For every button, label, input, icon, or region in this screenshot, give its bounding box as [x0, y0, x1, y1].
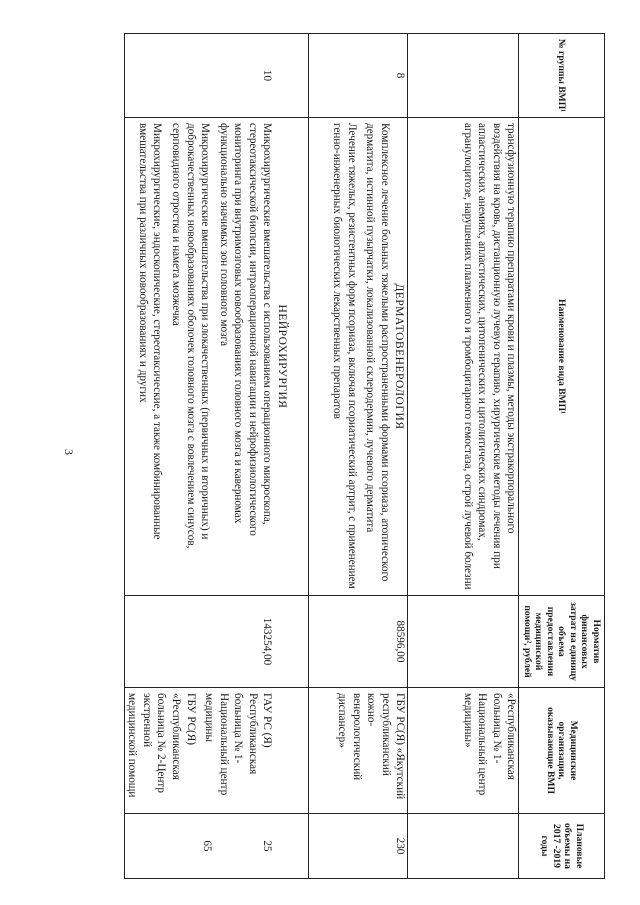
- section-title-dermatovenereology: ДЕРМАТОВЕНЕРОЛОГИЯ: [393, 283, 406, 430]
- vmp-table: [124, 33, 605, 879]
- org-name: ГБУ РС(Я) «Республиканская больница № 2-Центр экстренной медицинской помощи: [126, 693, 197, 798]
- type-name-text: Микрохирургические вмешательства с использованием операционного микроскопа, стереотаксической биопсии, интраоперационной навигации и нейрофизиологического мониторинга при внутримозговых новообразованиях головного мозга и каверномах функционально значимых зон головного мозга: [217, 123, 274, 536]
- volume-cell: 230: [309, 814, 408, 879]
- norm-cell: 88596,00: [309, 596, 408, 688]
- type-name-text: Микрохирургические вмешательства при злокачественных (первичных и вторичных) и доброкачественных новообразованиях оболочек головного мозга с вовлечением синусов, серповидного отростка и намета мозжечка: [169, 123, 212, 549]
- org-cell: ГБУ РС(Я) «Якутский республиканский кожно-венерологический диспансер»: [309, 688, 408, 814]
- type-name-text: Лечение тяжелых, резистентных форм псориаза, включая псориатический артрит, с применением генно-инженерных биологических лекарственных препаратов: [331, 123, 358, 589]
- rotated-page-content: [85, 33, 605, 878]
- type-name-cell: [309, 118, 408, 596]
- page-number: 3: [62, 449, 76, 455]
- header-norm: Норматив финансовых затрат на единицу объема предоставления медицинской помощи², рублей: [519, 596, 605, 688]
- type-name-cell: [124, 118, 274, 596]
- header-type-name: Наименование вида ВМП¹: [519, 118, 605, 596]
- volume-value: 65: [200, 840, 213, 852]
- section-title-neurosurgery: НЕЙРОХИРУРГИЯ: [276, 304, 289, 409]
- table-row: [309, 34, 408, 879]
- volume-cell: [408, 814, 519, 879]
- group-number: [408, 34, 519, 118]
- section-row: [275, 34, 310, 879]
- type-name-text: Комплексное лечение больных тяжелыми распространенными формами псориаза, атопического дерматита, истинной пузырчатки, локализованной склеродермии, лучевого дерматита: [364, 123, 391, 582]
- table-row: [124, 34, 274, 879]
- type-name-cell: [408, 118, 519, 596]
- org-cell: [124, 688, 274, 814]
- table-header-row: [519, 34, 605, 879]
- norm-cell: 143254,00: [124, 596, 274, 688]
- group-number: 8: [309, 34, 408, 118]
- table-row: [408, 34, 519, 879]
- org-cell: «Республиканская больница № 1-Национальный центр медицины»: [408, 688, 519, 814]
- org-name: ГАУ РС (Я) Республиканская больница № 1-Национальный центр медицины: [203, 693, 274, 796]
- header-volumes: Плановые объемы на 2017 -2019 годы: [519, 814, 605, 879]
- volume-value: 25: [261, 840, 274, 852]
- type-name-text: трансфузионную терапию препаратами крови и плазмы, методы экстракорпорального воздействия на кровь, дистанционную лучевую терапию, хирургические методы лечения при апластических анемиях, апластических, цитопенических и цитолитических синдромах, агранулоцитозе, нарушениях плазменного и тромбоцитарного гемостаза, острой лучевой болезни: [461, 123, 518, 590]
- header-orgs: Медицинские организации, оказывающие ВМП: [519, 688, 605, 814]
- group-number: 10: [124, 34, 274, 118]
- type-name-text: Микрохирургические, эндоскопические, стереотаксические, а также комбинированные вмешательства при различных новообразованиях и других: [136, 123, 164, 540]
- header-group-no: № группы ВМП¹: [519, 34, 605, 118]
- norm-cell: [408, 596, 519, 688]
- volume-cell: [124, 814, 274, 879]
